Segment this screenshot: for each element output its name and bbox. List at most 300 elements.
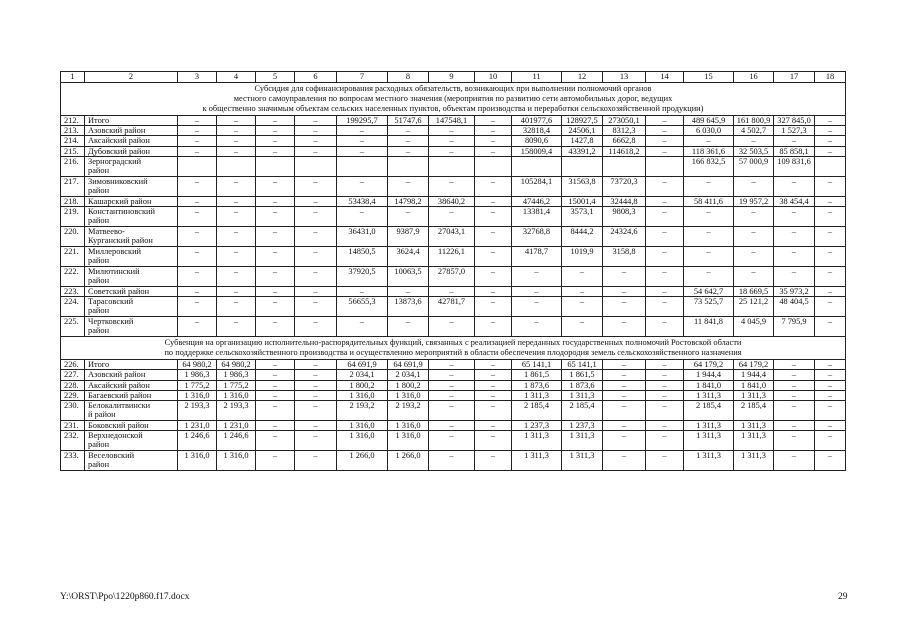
value-cell: – (217, 196, 256, 206)
table-row (61, 267, 846, 287)
value-cell: – (295, 297, 337, 317)
district-name-line: Милютинский (88, 267, 140, 277)
column-number-cell: 18 (815, 72, 846, 83)
value-cell: – (734, 247, 774, 267)
district-name (85, 390, 178, 400)
value-cell: – (475, 116, 512, 126)
value-cell: 8444,2 (562, 227, 603, 247)
value-cell: – (256, 126, 295, 136)
value-cell: – (646, 196, 684, 206)
value-cell: 57 000,9 (734, 156, 774, 176)
value-cell (429, 156, 475, 176)
value-cell: 161 800,9 (734, 116, 774, 126)
value-cell: 64 691,9 (388, 360, 429, 370)
value-cell: – (256, 401, 295, 421)
value-cell: – (684, 176, 734, 196)
value-cell: – (603, 267, 646, 287)
value-cell: 2 034,1 (337, 370, 388, 380)
column-number-cell: 11 (512, 72, 562, 83)
value-cell: – (429, 431, 475, 451)
value-cell: 109 831,6 (774, 156, 815, 176)
value-cell: 47446,2 (512, 196, 562, 206)
value-cell: 1019,9 (562, 247, 603, 267)
value-cell: 13381,4 (512, 207, 562, 227)
value-cell: – (217, 247, 256, 267)
value-cell: 147548,1 (429, 116, 475, 126)
column-number-cell: 5 (256, 72, 295, 83)
value-cell: 4 502,7 (734, 126, 774, 136)
value-cell: – (774, 227, 815, 247)
value-cell: – (256, 196, 295, 206)
value-cell: – (295, 247, 337, 267)
value-cell: 56655,3 (337, 297, 388, 317)
value-cell: – (815, 390, 846, 400)
value-cell: – (815, 451, 846, 471)
value-cell: 1 800,2 (388, 380, 429, 390)
district-name (85, 431, 178, 451)
column-number-cell: 1 (61, 72, 85, 83)
district-name-line: район (88, 256, 110, 266)
district-name-line: Зерноградский (88, 156, 142, 166)
value-cell: – (429, 360, 475, 370)
district-name-line: Азовский район (88, 126, 146, 136)
district-name (85, 287, 178, 297)
value-cell: – (684, 136, 734, 146)
value-cell: 1 841,0 (734, 380, 774, 390)
table-row (61, 317, 846, 337)
value-cell: – (337, 146, 388, 156)
value-cell: – (646, 431, 684, 451)
district-name (85, 380, 178, 390)
district-name-line: Багаевский район (88, 390, 152, 400)
row-number: 217. (61, 176, 85, 196)
value-cell: – (217, 126, 256, 136)
value-cell: 1 986,3 (178, 370, 217, 380)
value-cell: 27857,0 (429, 267, 475, 287)
value-cell: – (217, 297, 256, 317)
value-cell: – (646, 317, 684, 337)
column-number-cell: 3 (178, 72, 217, 83)
value-cell: 64 980,2 (178, 360, 217, 370)
value-cell: – (774, 421, 815, 431)
row-number: 233. (61, 451, 85, 471)
value-cell: – (603, 390, 646, 400)
value-cell: 1 266,0 (337, 451, 388, 471)
value-cell: – (815, 360, 846, 370)
value-cell: 25 121,2 (734, 297, 774, 317)
value-cell: – (646, 126, 684, 136)
district-name-line: Итого (88, 116, 110, 125)
section-title-line: Субсидия для софинансирования расходных обязательств, возникающих при выполнении полномочий органов (254, 84, 652, 93)
value-cell: 1 775,2 (217, 380, 256, 390)
district-name-line: Итого (88, 360, 110, 370)
value-cell: – (429, 317, 475, 337)
value-cell: – (388, 136, 429, 146)
value-cell: 327 845,0 (774, 116, 815, 126)
value-cell: – (429, 176, 475, 196)
value-cell: 1 861,5 (512, 370, 562, 380)
district-name-line: Советский район (88, 287, 150, 297)
value-cell: – (603, 287, 646, 297)
column-number-cell: 4 (217, 72, 256, 83)
value-cell: 401977,6 (512, 116, 562, 126)
value-cell: 1 316,0 (337, 421, 388, 431)
district-name-line: Веселовский (88, 451, 135, 461)
district-name-line: район (88, 306, 110, 316)
value-cell: – (256, 287, 295, 297)
value-cell: – (256, 317, 295, 337)
value-cell: – (774, 360, 815, 370)
value-cell: 1 246,6 (178, 431, 217, 451)
value-cell: – (178, 247, 217, 267)
district-name-line: Чертковский (88, 317, 134, 327)
value-cell: – (684, 227, 734, 247)
district-name (85, 227, 178, 247)
table-row (61, 136, 846, 146)
table-row (61, 227, 846, 247)
value-cell: 2 185,4 (734, 401, 774, 421)
value-cell: – (295, 421, 337, 431)
value-cell: – (475, 317, 512, 337)
value-cell: – (475, 287, 512, 297)
column-number-cell: 14 (646, 72, 684, 83)
section-title-line: Субвенция на организацию исполнительно-распорядительных функций, связанных с реализацией переданных государственных полномочий Ростовской области (164, 338, 742, 348)
row-number: 219. (61, 207, 85, 227)
value-cell: – (646, 380, 684, 390)
value-cell: – (475, 401, 512, 421)
value-cell: – (337, 207, 388, 227)
table-row (61, 360, 846, 370)
value-cell: – (475, 297, 512, 317)
value-cell: – (388, 126, 429, 136)
value-cell: – (475, 421, 512, 431)
value-cell: – (475, 136, 512, 146)
district-name-line: Азовский район (88, 370, 146, 380)
value-cell: – (512, 297, 562, 317)
value-cell (603, 156, 646, 176)
table-row (61, 176, 846, 196)
value-cell: 43391,2 (562, 146, 603, 156)
value-cell: – (475, 431, 512, 451)
table-row (61, 196, 846, 206)
value-cell: 38640,2 (429, 196, 475, 206)
value-cell: – (774, 390, 815, 400)
value-cell: 85 858,1 (774, 146, 815, 156)
row-number: 216. (61, 156, 85, 176)
value-cell: 158009,4 (512, 146, 562, 156)
table-row (61, 297, 846, 317)
value-cell: – (178, 317, 217, 337)
value-cell (295, 156, 337, 176)
value-cell: – (295, 196, 337, 206)
value-cell: – (475, 146, 512, 156)
value-cell: – (774, 136, 815, 146)
value-cell: – (295, 380, 337, 390)
value-cell: – (256, 451, 295, 471)
value-cell: – (295, 116, 337, 126)
value-cell: 273050,1 (603, 116, 646, 126)
value-cell: – (475, 370, 512, 380)
value-cell: – (646, 451, 684, 471)
value-cell: – (646, 287, 684, 297)
value-cell: – (603, 421, 646, 431)
value-cell: 9387,9 (388, 227, 429, 247)
value-cell: 1 311,3 (734, 421, 774, 431)
section-title (61, 337, 846, 360)
value-cell: – (429, 136, 475, 146)
section-title-row (61, 83, 846, 116)
value-cell: 1 316,0 (388, 421, 429, 431)
value-cell (646, 156, 684, 176)
section-title (61, 83, 846, 116)
value-cell: 1 311,3 (512, 390, 562, 400)
value-cell: 38 454,4 (774, 196, 815, 206)
value-cell: 6662,8 (603, 136, 646, 146)
value-cell: 1 944,4 (684, 370, 734, 380)
value-cell: 1 311,3 (684, 421, 734, 431)
value-cell (178, 156, 217, 176)
value-cell: – (646, 176, 684, 196)
value-cell: – (646, 227, 684, 247)
value-cell: 1 316,0 (337, 431, 388, 451)
value-cell: – (295, 267, 337, 287)
value-cell: – (178, 287, 217, 297)
value-cell: – (178, 297, 217, 317)
value-cell: 2 185,4 (684, 401, 734, 421)
value-cell: 65 141,1 (562, 360, 603, 370)
value-cell: – (562, 317, 603, 337)
value-cell: – (734, 176, 774, 196)
value-cell: – (429, 146, 475, 156)
value-cell: 1 311,3 (684, 451, 734, 471)
value-cell: – (774, 247, 815, 267)
value-cell: – (774, 207, 815, 227)
value-cell: 24324,6 (603, 227, 646, 247)
value-cell: – (512, 267, 562, 287)
value-cell: – (256, 421, 295, 431)
district-name-line: район (88, 186, 110, 196)
value-cell: 53438,4 (337, 196, 388, 206)
value-cell: – (256, 431, 295, 451)
value-cell: – (295, 360, 337, 370)
district-name-line: район (88, 166, 110, 176)
value-cell: – (512, 317, 562, 337)
value-cell: 48 404,5 (774, 297, 815, 317)
district-name (85, 267, 178, 287)
column-number-cell: 2 (85, 72, 178, 83)
value-cell: 1 311,3 (684, 431, 734, 451)
value-cell: 2 193,2 (388, 401, 429, 421)
value-cell: – (562, 287, 603, 297)
value-cell: – (475, 176, 512, 196)
value-cell: 4 045,9 (734, 317, 774, 337)
value-cell: – (475, 390, 512, 400)
section-title-row (61, 337, 846, 360)
value-cell: – (429, 421, 475, 431)
value-cell: – (256, 116, 295, 126)
value-cell: – (475, 451, 512, 471)
value-cell: – (646, 297, 684, 317)
district-name-line: Верхнедонской (88, 431, 143, 441)
value-cell: – (337, 176, 388, 196)
value-cell: 73720,3 (603, 176, 646, 196)
value-cell: 32444,8 (603, 196, 646, 206)
table-row (61, 451, 846, 471)
value-cell: – (512, 287, 562, 297)
value-cell: – (337, 317, 388, 337)
district-name-line: Курганский район (88, 236, 153, 246)
district-name (85, 360, 178, 370)
value-cell: – (429, 126, 475, 136)
value-cell: 2 193,3 (217, 401, 256, 421)
value-cell: – (774, 176, 815, 196)
district-name (85, 370, 178, 380)
value-cell: 32818,4 (512, 126, 562, 136)
value-cell: – (646, 146, 684, 156)
value-cell: – (734, 227, 774, 247)
value-cell: – (295, 146, 337, 156)
value-cell: 73 525,7 (684, 297, 734, 317)
value-cell (256, 156, 295, 176)
value-cell: – (815, 146, 846, 156)
row-number: 224. (61, 297, 85, 317)
value-cell: – (256, 227, 295, 247)
value-cell: – (646, 207, 684, 227)
table-row (61, 287, 846, 297)
value-cell: – (475, 196, 512, 206)
row-number: 225. (61, 317, 85, 337)
value-cell: – (475, 247, 512, 267)
value-cell: 1 316,0 (217, 390, 256, 400)
value-cell: 11226,1 (429, 247, 475, 267)
value-cell: 13873,6 (388, 297, 429, 317)
value-cell: – (256, 176, 295, 196)
value-cell: 64 179,2 (684, 360, 734, 370)
value-cell: – (295, 317, 337, 337)
value-cell: – (295, 390, 337, 400)
value-cell: – (774, 401, 815, 421)
value-cell: – (774, 431, 815, 451)
value-cell (388, 156, 429, 176)
value-cell: – (815, 136, 846, 146)
value-cell: 6 030,0 (684, 126, 734, 136)
value-cell: 64 179,2 (734, 360, 774, 370)
row-number: 212. (61, 116, 85, 126)
value-cell: – (646, 421, 684, 431)
value-cell: – (295, 126, 337, 136)
value-cell: – (256, 136, 295, 146)
value-cell: – (217, 227, 256, 247)
page-number: 29 (838, 592, 848, 602)
value-cell: 37920,5 (337, 267, 388, 287)
value-cell: 1 316,0 (388, 390, 429, 400)
value-cell: – (562, 267, 603, 287)
district-name-line: Аксайский район (88, 380, 150, 390)
value-cell: – (815, 401, 846, 421)
value-cell: 1 316,0 (388, 431, 429, 451)
district-name (85, 196, 178, 206)
column-number-cell: 17 (774, 72, 815, 83)
value-cell: – (815, 431, 846, 451)
value-cell: 2 193,2 (337, 401, 388, 421)
value-cell: – (815, 297, 846, 317)
value-cell: – (217, 267, 256, 287)
value-cell: – (475, 207, 512, 227)
district-name-line: Миллеровский (88, 247, 142, 257)
value-cell: – (429, 370, 475, 380)
value-cell: – (815, 287, 846, 297)
value-cell: 1 311,3 (562, 431, 603, 451)
value-cell: – (684, 207, 734, 227)
value-cell: – (815, 196, 846, 206)
value-cell: 1 266,0 (388, 451, 429, 471)
table-row (61, 116, 846, 126)
value-cell: – (256, 267, 295, 287)
district-name-line: Матвеево- (88, 227, 125, 237)
value-cell: – (178, 146, 217, 156)
value-cell: – (178, 207, 217, 227)
value-cell: 1 231,0 (217, 421, 256, 431)
value-cell: – (217, 207, 256, 227)
value-cell: 32 503,5 (734, 146, 774, 156)
value-cell: 1 316,0 (178, 390, 217, 400)
value-cell: 1 311,3 (512, 431, 562, 451)
value-cell: – (256, 370, 295, 380)
district-name (85, 126, 178, 136)
value-cell: 15001,4 (562, 196, 603, 206)
district-name-line: район (88, 276, 110, 286)
value-cell: – (815, 380, 846, 390)
value-cell: – (734, 267, 774, 287)
table-row (61, 207, 846, 227)
district-name-line: Дубовский район (88, 146, 151, 156)
value-cell: – (295, 451, 337, 471)
value-cell: 54 642,7 (684, 287, 734, 297)
value-cell: – (388, 317, 429, 337)
table-row (61, 421, 846, 431)
value-cell: 1 316,0 (178, 451, 217, 471)
value-cell: – (734, 207, 774, 227)
value-cell: 114618,2 (603, 146, 646, 156)
value-cell: – (475, 126, 512, 136)
district-name (85, 116, 178, 126)
value-cell: 51747,6 (388, 116, 429, 126)
budget-table (60, 71, 846, 471)
value-cell: – (429, 380, 475, 390)
table-row (61, 380, 846, 390)
value-cell: – (178, 227, 217, 247)
value-cell: – (475, 380, 512, 390)
value-cell: – (295, 287, 337, 297)
value-cell: – (734, 136, 774, 146)
value-cell: 1 311,3 (562, 390, 603, 400)
value-cell (815, 156, 846, 176)
row-number: 227. (61, 370, 85, 380)
district-name (85, 176, 178, 196)
table-row (61, 247, 846, 267)
value-cell: 489 645,9 (684, 116, 734, 126)
column-number-cell: 16 (734, 72, 774, 83)
value-cell: – (388, 287, 429, 297)
value-cell: 9808,3 (603, 207, 646, 227)
row-number: 232. (61, 431, 85, 451)
table-row (61, 431, 846, 451)
value-cell: – (178, 136, 217, 146)
value-cell: – (256, 360, 295, 370)
district-name-line: Боковский район (88, 421, 149, 431)
value-cell: – (815, 267, 846, 287)
value-cell: – (256, 146, 295, 156)
